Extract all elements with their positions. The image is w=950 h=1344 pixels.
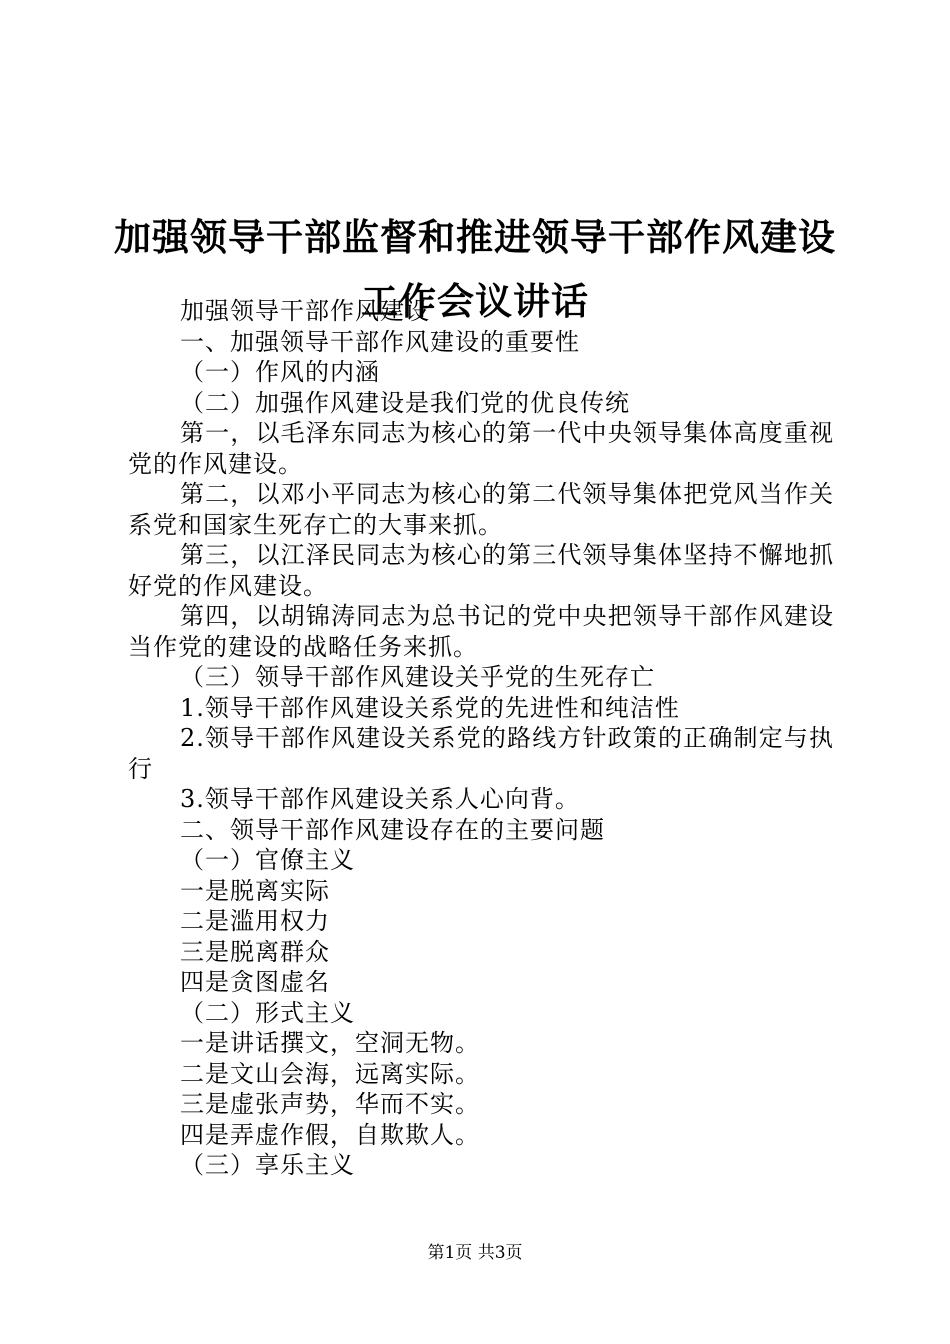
paragraph-7: 第三，以江泽民同志为核心的第三代领导集体坚持不懈地抓好党的作风建设。	[128, 541, 834, 600]
paragraph-22: 三是虚张声势，华而不实。	[180, 1090, 480, 1118]
paragraph-12: 3.领导干部作风建设关系人心向背。	[180, 785, 580, 813]
paragraph-3: （一）作风的内涵	[180, 358, 380, 386]
paragraph-15: 一是脱离实际	[180, 876, 330, 905]
paragraph-13: 二、领导干部作风建设存在的主要问题	[180, 815, 605, 844]
document-title: 加强领导干部监督和推进领导干部作风建设工作会议讲话	[114, 214, 836, 323]
paragraph-9: （三）领导干部作风建设关乎党的生死存亡	[180, 663, 655, 691]
paragraph-20: 一是讲话撰文，空洞无物。	[180, 1029, 480, 1057]
paragraph-21: 二是文山会海，远离实际。	[180, 1059, 480, 1088]
paragraph-10: 1.领导干部作风建设关系党的先进性和纯洁性	[180, 693, 680, 722]
paragraph-1: 加强领导干部作风建设	[180, 297, 430, 325]
paragraph-18: 四是贪图虚名	[180, 968, 330, 996]
paragraph-16: 二是滥用权力	[180, 907, 330, 935]
paragraph-8: 第四，以胡锦涛同志为总书记的党中央把领导干部作风建设当作党的建设的战略任务来抓。	[128, 602, 834, 661]
paragraph-5: 第一，以毛泽东同志为核心的第一代中央领导集体高度重视党的作风建设。	[128, 419, 834, 478]
paragraph-2: 一、加强领导干部作风建设的重要性	[180, 327, 580, 356]
paragraph-24: （三）享乐主义	[180, 1151, 355, 1179]
paragraph-6: 第二，以邓小平同志为核心的第二代领导集体把党风当作关系党和国家生死存亡的大事来抓。	[128, 480, 834, 539]
paragraph-4: （二）加强作风建设是我们党的优良传统	[180, 388, 630, 417]
paragraph-11: 2.领导干部作风建设关系党的路线方针政策的正确制定与执行	[128, 724, 834, 783]
paragraph-23: 四是弄虚作假，自欺欺人。	[180, 1120, 480, 1149]
page-footer: 第1页 共3页	[427, 1243, 523, 1263]
paragraph-14: （一）官僚主义	[180, 846, 355, 874]
paragraph-19: （二）形式主义	[180, 998, 355, 1027]
document-body	[128, 296, 834, 1181]
paragraph-17: 三是脱离群众	[180, 937, 330, 966]
